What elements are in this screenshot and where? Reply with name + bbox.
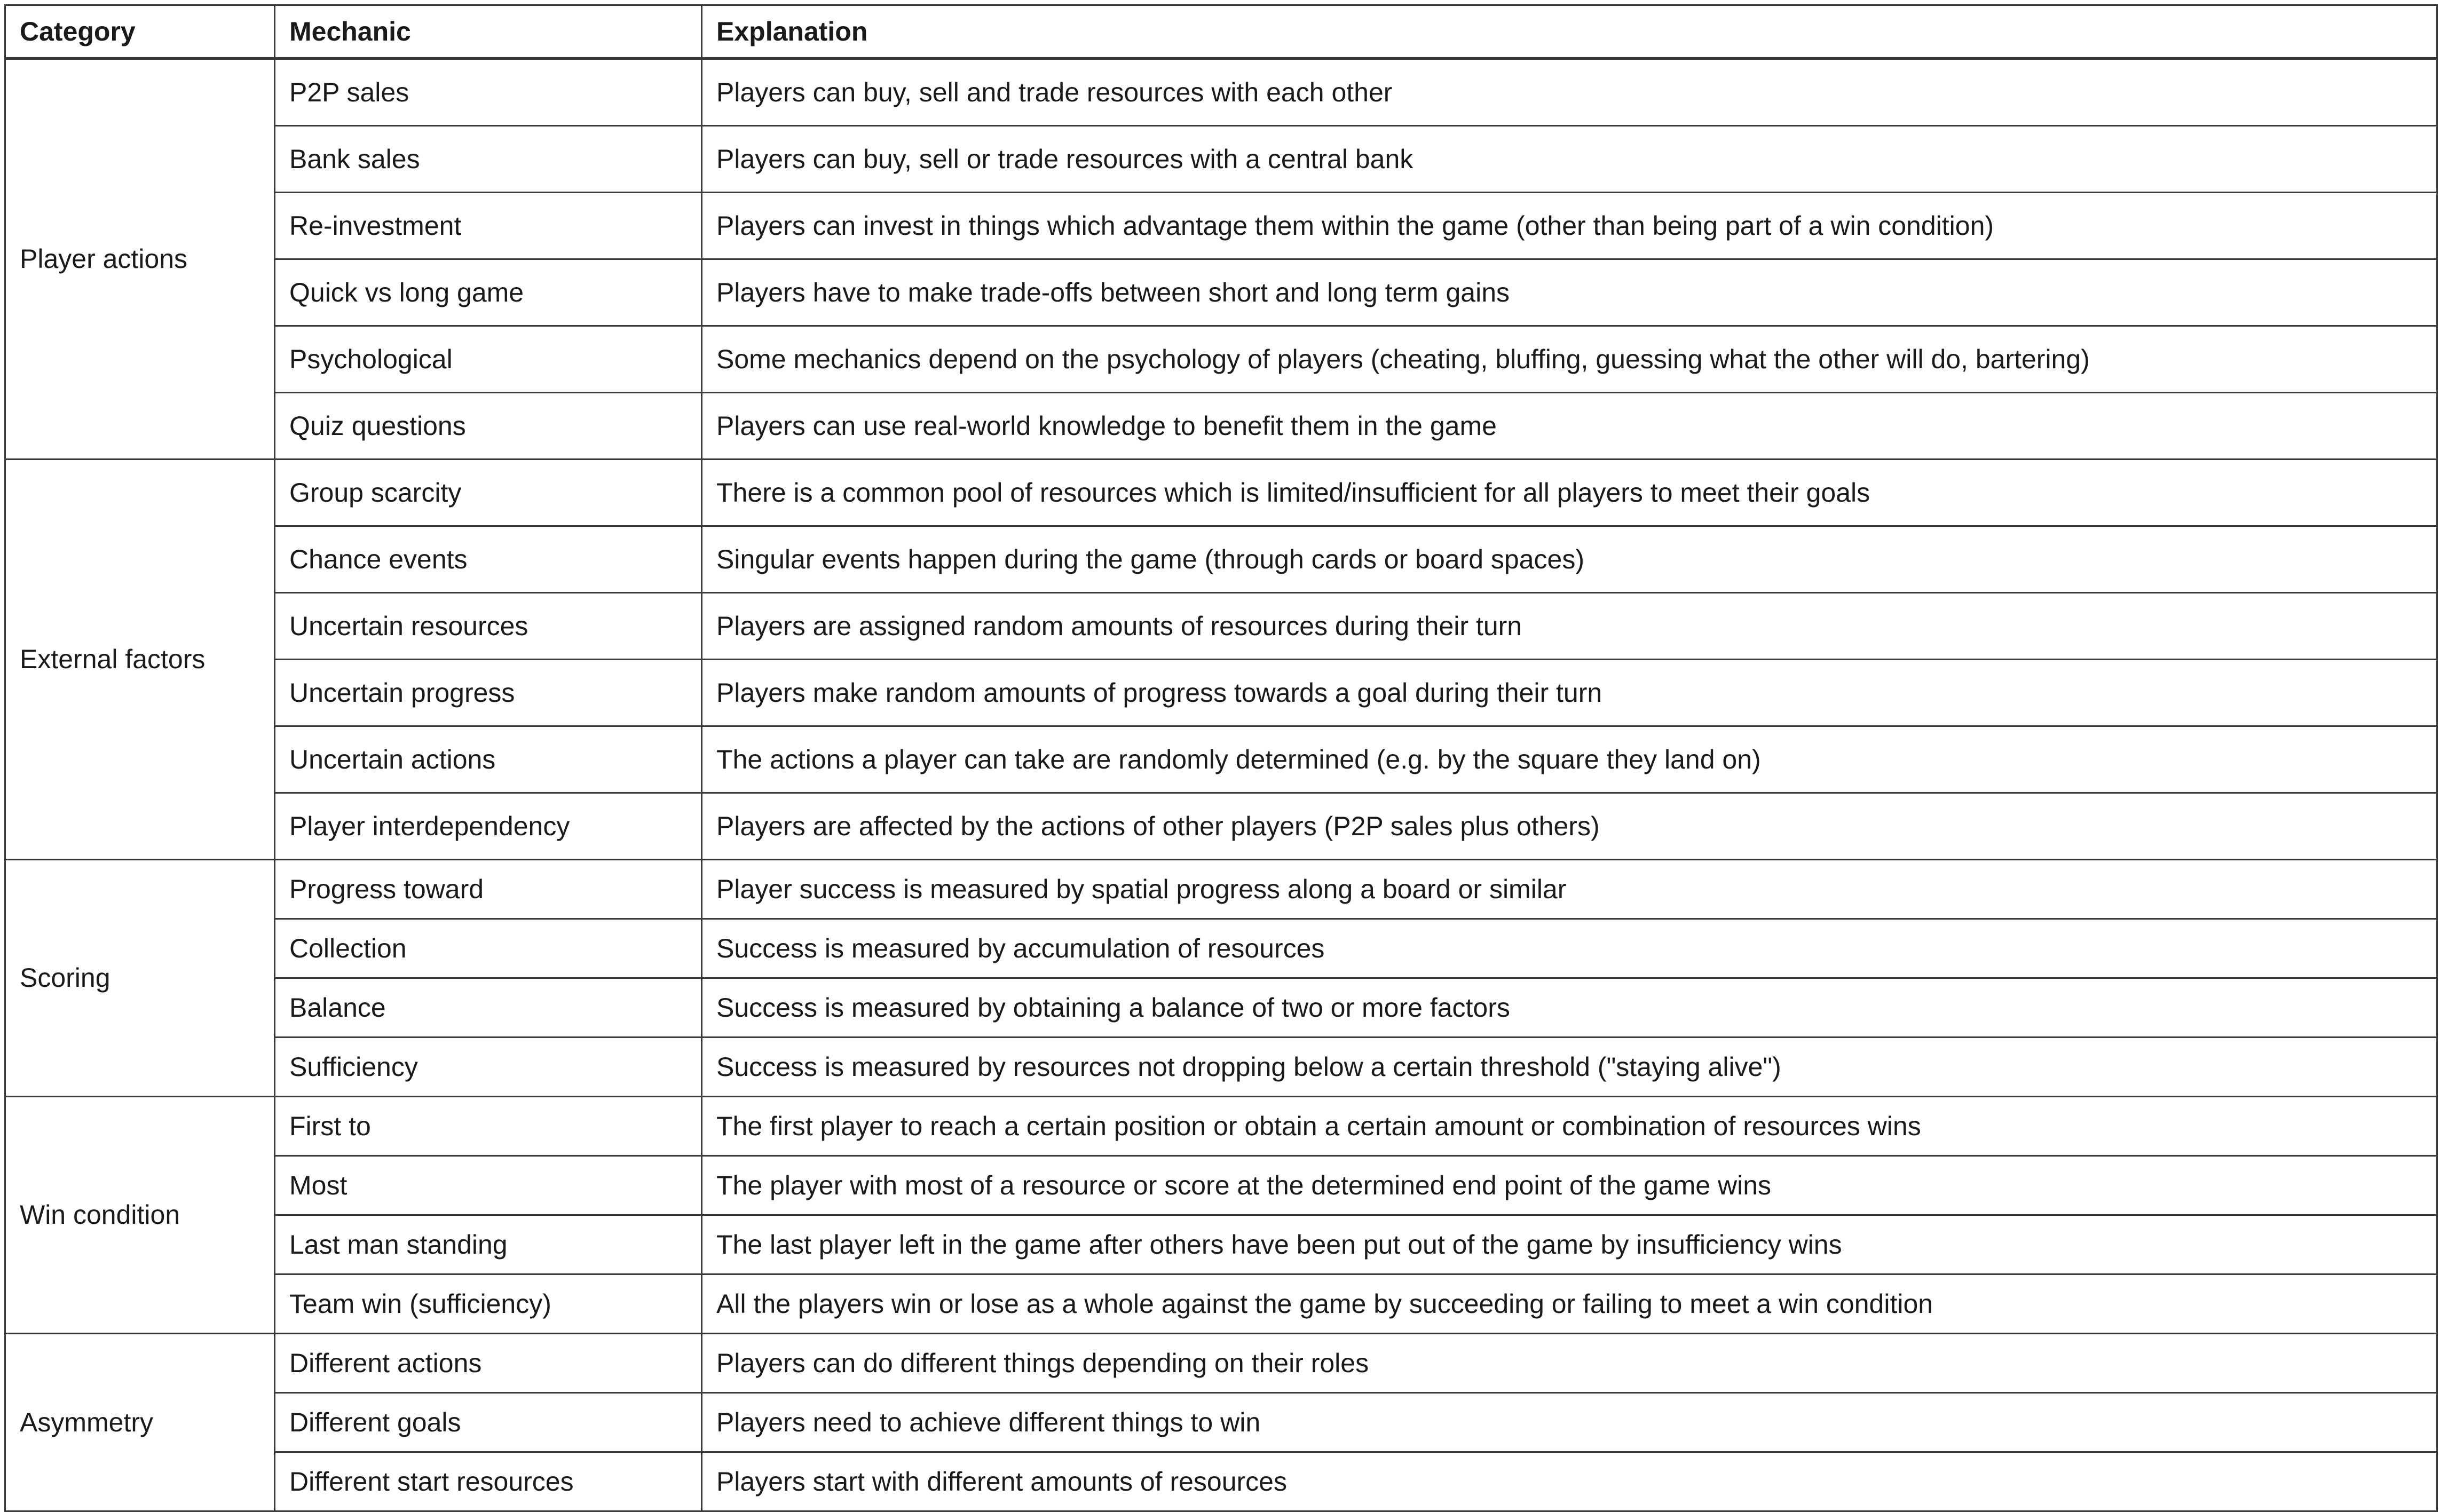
explanation-cell: Success is measured by accumulation of resources — [702, 919, 2437, 978]
table-row — [5, 1334, 2437, 1393]
explanation-cell: Players can use real-world knowledge to benefit them in the game — [702, 393, 2437, 460]
mechanic-cell: Uncertain actions — [275, 726, 702, 793]
mechanic-cell: Re-investment — [275, 193, 702, 259]
mechanic-cell: Sufficiency — [275, 1038, 702, 1097]
table-row — [5, 460, 2437, 526]
table-body — [5, 59, 2437, 1511]
explanation-cell: Players can buy, sell and trade resources with each other — [702, 59, 2437, 126]
explanation-cell: Players make random amounts of progress towards a goal during their turn — [702, 660, 2437, 726]
explanation-cell: Player success is measured by spatial progress along a board or similar — [702, 860, 2437, 919]
mechanic-cell: Uncertain resources — [275, 593, 702, 660]
table-row — [5, 1097, 2437, 1156]
table-row — [5, 1038, 2437, 1097]
category-cell: External factors — [5, 460, 275, 860]
table-row — [5, 860, 2437, 919]
table-row — [5, 1452, 2437, 1511]
explanation-cell: Players can invest in things which advantage them within the game (other than being part of a win condition) — [702, 193, 2437, 259]
table-row — [5, 978, 2437, 1038]
explanation-cell: Success is measured by obtaining a balance of two or more factors — [702, 978, 2437, 1038]
column-header-category: Category — [5, 5, 275, 59]
category-cell: Win condition — [5, 1097, 275, 1334]
table-row — [5, 593, 2437, 660]
explanation-cell: Success is measured by resources not dropping below a certain threshold ("staying alive") — [702, 1038, 2437, 1097]
mechanic-cell: Most — [275, 1156, 702, 1215]
mechanic-cell: Balance — [275, 978, 702, 1038]
mechanic-cell: Uncertain progress — [275, 660, 702, 726]
explanation-cell: The first player to reach a certain position or obtain a certain amount or combination of resources wins — [702, 1097, 2437, 1156]
table-row — [5, 793, 2437, 860]
column-header-explanation: Explanation — [702, 5, 2437, 59]
explanation-cell: The last player left in the game after others have been put out of the game by insufficiency wins — [702, 1215, 2437, 1274]
explanation-cell: Players are assigned random amounts of resources during their turn — [702, 593, 2437, 660]
explanation-cell: The player with most of a resource or score at the determined end point of the game wins — [702, 1156, 2437, 1215]
table-row — [5, 126, 2437, 193]
mechanic-cell: Player interdependency — [275, 793, 702, 860]
mechanic-cell: Different start resources — [275, 1452, 702, 1511]
mechanic-cell: P2P sales — [275, 59, 702, 126]
table-row — [5, 726, 2437, 793]
table-header — [5, 5, 2437, 59]
explanation-cell: Players need to achieve different things to win — [702, 1393, 2437, 1452]
table-row — [5, 1393, 2437, 1452]
explanation-cell: There is a common pool of resources which is limited/insufficient for all players to meet their goals — [702, 460, 2437, 526]
mechanic-cell: Progress toward — [275, 860, 702, 919]
table-row — [5, 393, 2437, 460]
explanation-cell: Players are affected by the actions of other players (P2P sales plus others) — [702, 793, 2437, 860]
mechanic-cell: Last man standing — [275, 1215, 702, 1274]
column-header-mechanic: Mechanic — [275, 5, 702, 59]
table-row — [5, 1215, 2437, 1274]
mechanic-cell: Different actions — [275, 1334, 702, 1393]
explanation-cell: Players start with different amounts of resources — [702, 1452, 2437, 1511]
header-row — [5, 5, 2437, 59]
category-cell: Scoring — [5, 860, 275, 1097]
explanation-cell: The actions a player can take are randomly determined (e.g. by the square they land on) — [702, 726, 2437, 793]
explanation-cell: Players can buy, sell or trade resources with a central bank — [702, 126, 2437, 193]
table-row — [5, 660, 2437, 726]
table-row — [5, 259, 2437, 326]
explanation-cell: Players can do different things depending on their roles — [702, 1334, 2437, 1393]
explanation-cell: Some mechanics depend on the psychology of players (cheating, bluffing, guessing what the other will do, bartering) — [702, 326, 2437, 393]
mechanic-cell: Quiz questions — [275, 393, 702, 460]
explanation-cell: All the players win or lose as a whole against the game by succeeding or failing to meet a win condition — [702, 1274, 2437, 1334]
table-row — [5, 526, 2437, 593]
game-mechanics-table — [4, 4, 2438, 1512]
mechanic-cell: Group scarcity — [275, 460, 702, 526]
table-row — [5, 193, 2437, 259]
mechanic-cell: Bank sales — [275, 126, 702, 193]
table-row — [5, 919, 2437, 978]
mechanic-cell: Different goals — [275, 1393, 702, 1452]
mechanic-cell: Chance events — [275, 526, 702, 593]
mechanic-cell: Team win (sufficiency) — [275, 1274, 702, 1334]
mechanic-cell: Quick vs long game — [275, 259, 702, 326]
category-cell: Player actions — [5, 59, 275, 460]
table-row — [5, 1274, 2437, 1334]
table-row — [5, 59, 2437, 126]
table-row — [5, 326, 2437, 393]
explanation-cell: Singular events happen during the game (through cards or board spaces) — [702, 526, 2437, 593]
mechanic-cell: Collection — [275, 919, 702, 978]
category-cell: Asymmetry — [5, 1334, 275, 1511]
mechanic-cell: First to — [275, 1097, 702, 1156]
table-row — [5, 1156, 2437, 1215]
mechanic-cell: Psychological — [275, 326, 702, 393]
explanation-cell: Players have to make trade-offs between short and long term gains — [702, 259, 2437, 326]
